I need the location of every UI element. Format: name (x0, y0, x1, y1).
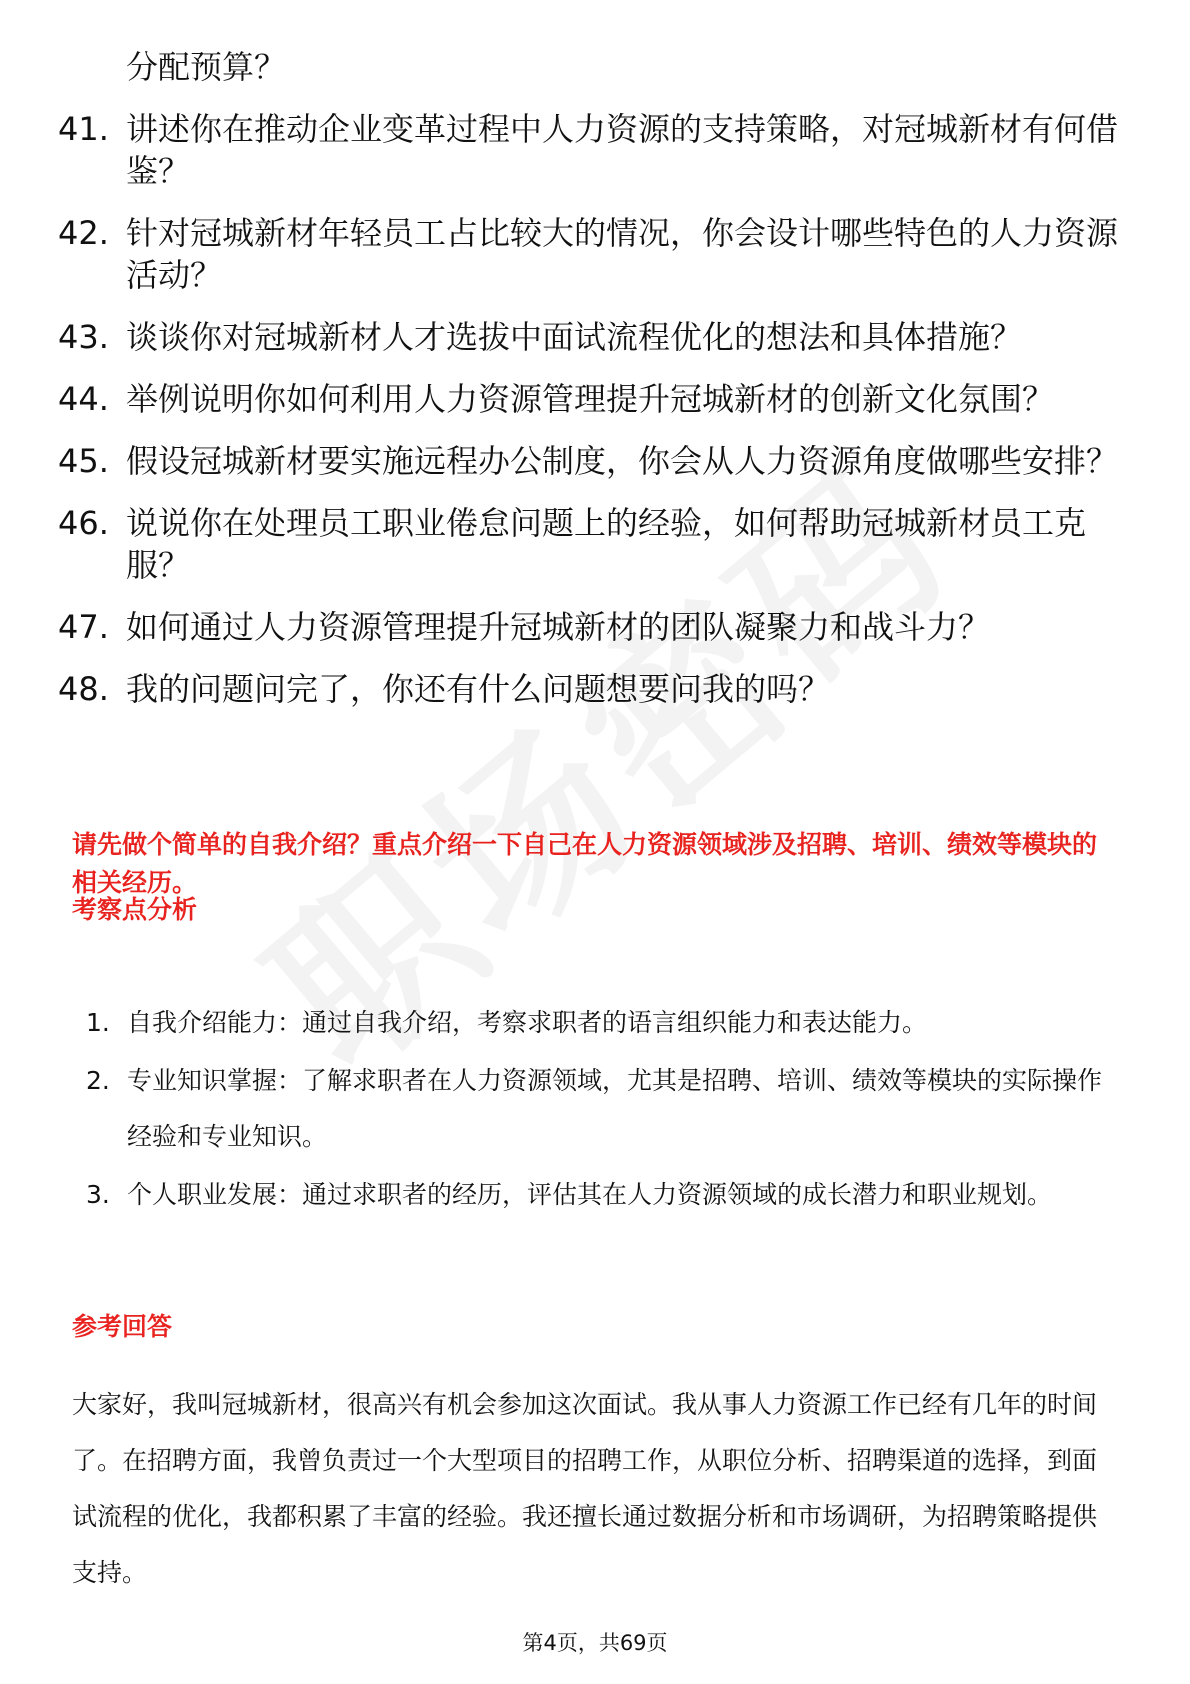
analysis-item (72, 1053, 1117, 1165)
analysis-number: 1. (86, 1008, 110, 1037)
page-footer: 第4页，共69页 (522, 1631, 668, 1655)
answer-heading: 参考回答 (72, 1312, 173, 1341)
question-text: 针对冠城新材年轻员工占比较大的情况，你会设计哪些特色的人力资源活动？ (126, 214, 1119, 294)
question-number: 47. (58, 608, 109, 646)
question-text: 讲述你在推动企业变革过程中人力资源的支持策略，对冠城新材有何借鉴？ (126, 110, 1119, 190)
analysis-number: 2. (86, 1066, 110, 1095)
question-number: 41. (58, 110, 109, 148)
question-text: 我的问题问完了，你还有什么问题想要问我的吗？ (126, 670, 831, 708)
question-number: 43. (58, 318, 109, 356)
analysis-text: 专业知识掌握：了解求职者在人力资源领域，尤其是招聘、培训、绩效等模块的实际操作经验和专业知识。 (127, 1066, 1103, 1151)
analysis-item (72, 1167, 1117, 1223)
question-text: 分配预算？ (126, 48, 287, 86)
question-text: 说说你在处理员工职业倦怠问题上的经验，如何帮助冠城新材员工克服？ (126, 504, 1087, 584)
question-item (58, 440, 1118, 482)
analysis-number: 3. (86, 1180, 110, 1209)
question-list (58, 46, 1118, 730)
analysis-list (72, 995, 1117, 1225)
question-item (58, 606, 1118, 648)
question-item (58, 668, 1118, 710)
question-number: 46. (58, 504, 109, 542)
question-item (58, 502, 1118, 586)
question-continuation (58, 46, 1118, 88)
question-text: 举例说明你如何利用人力资源管理提升冠城新材的创新文化氛围？ (126, 380, 1055, 418)
question-text: 假设冠城新材要实施远程办公制度，你会从人力资源角度做哪些安排？ (126, 442, 1119, 480)
analysis-heading: 考察点分析 (72, 895, 198, 924)
question-item (58, 108, 1118, 192)
question-number: 48. (58, 670, 109, 708)
analysis-text: 个人职业发展：通过求职者的经历，评估其在人力资源领域的成长潜力和职业规划。 (127, 1180, 1053, 1209)
question-number: 44. (58, 380, 109, 418)
question-number: 45. (58, 442, 109, 480)
question-text: 如何通过人力资源管理提升冠城新材的团队凝聚力和战斗力？ (126, 608, 991, 646)
analysis-text: 自我介绍能力：通过自我介绍，考察求职者的语言组织能力和表达能力。 (127, 1008, 928, 1037)
question-text: 谈谈你对冠城新材人才选拔中面试流程优化的想法和具体措施？ (126, 318, 1023, 356)
analysis-item (72, 995, 1117, 1051)
question-number: 42. (58, 214, 109, 252)
featured-question: 请先做个简单的自我介绍？重点介绍一下自己在人力资源领域涉及招聘、培训、绩效等模块的相关经历。 (72, 830, 1098, 897)
answer-paragraph: 大家好，我叫冠城新材，很高兴有机会参加这次面试。我从事人力资源工作已经有几年的时间了。在招聘方面，我曾负责过一个大型项目的招聘工作，从职位分析、招聘渠道的选择，到面试流程的优化，我都积累了丰富的经验。我还擅长通过数据分析和市场调研，为招聘策略提供支持。 (72, 1390, 1098, 1587)
question-item (58, 212, 1118, 296)
question-item (58, 316, 1118, 358)
question-item (58, 378, 1118, 420)
